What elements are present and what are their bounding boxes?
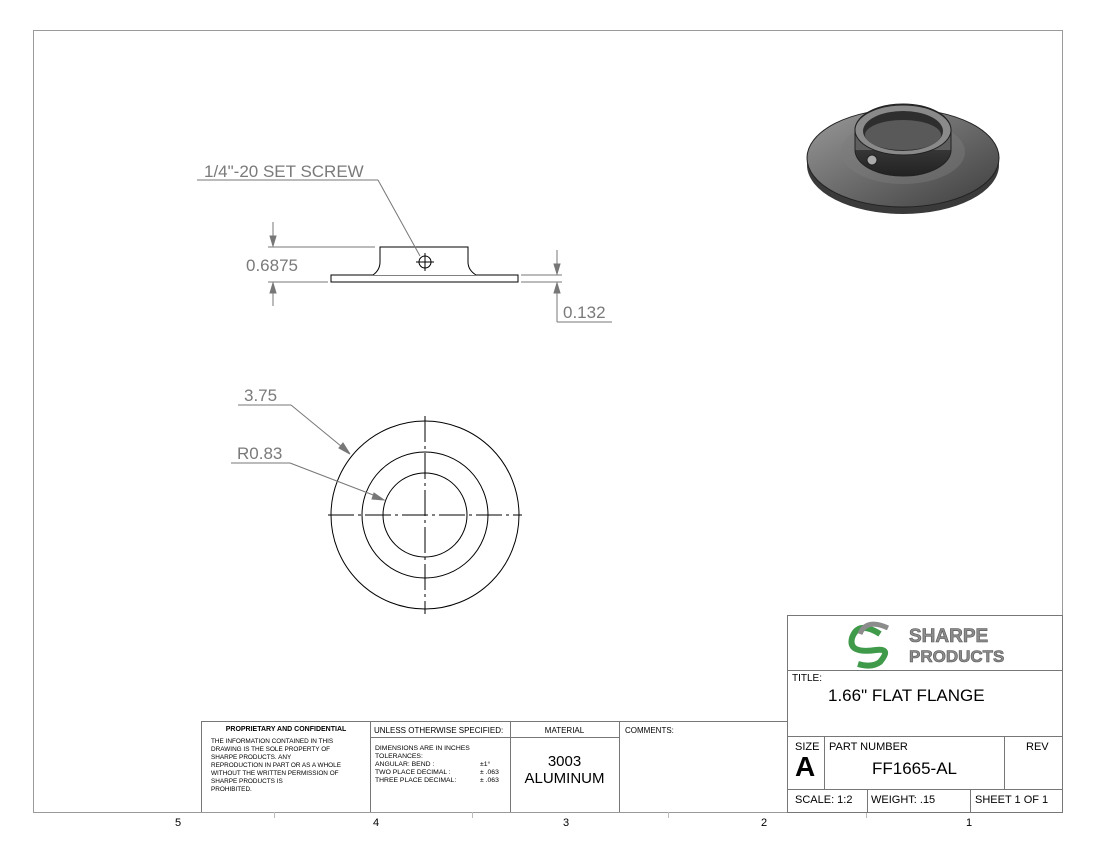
sheet: SHEET 1 OF 1 <box>975 794 1049 806</box>
rev-label: REV <box>1026 741 1049 753</box>
tolerances-line: DIMENSIONS ARE IN INCHES <box>375 745 470 752</box>
logo-line1: SHARPE <box>909 626 989 647</box>
proprietary-line: SHARPE PRODUCTS IS <box>211 778 283 785</box>
proprietary-line: SHARPE PRODUCTS. ANY <box>211 754 292 761</box>
diameter-label: 3.75 <box>244 386 278 405</box>
proprietary-line: WITHOUT THE WRITTEN PERMISSION OF <box>211 770 339 777</box>
weight: WEIGHT: .15 <box>871 794 936 806</box>
proprietary-line: THE INFORMATION CONTAINED IN THIS <box>211 738 334 745</box>
material-line1: 3003 <box>547 753 582 770</box>
proprietary-line: DRAWING IS THE SOLE PROPERTY OF <box>211 746 331 753</box>
three-place-value: ± .063 <box>480 777 499 784</box>
material-line2: ALUMINUM <box>524 770 605 787</box>
size-cell <box>788 737 825 790</box>
scale: SCALE: 1:2 <box>795 794 853 806</box>
three-place-label: THREE PLACE DECIMAL: <box>375 777 457 784</box>
set-screw-leader <box>197 180 420 256</box>
weight-cell <box>868 790 971 812</box>
zone-4: 4 <box>373 817 380 829</box>
radius-label: R0.83 <box>237 444 283 463</box>
size-label: SIZE <box>795 741 820 753</box>
material-block <box>510 721 620 812</box>
tolerances-block <box>370 721 511 812</box>
rev-cell <box>1005 737 1062 790</box>
sheet-cell <box>971 790 1062 812</box>
two-place-value: ± .063 <box>480 769 499 776</box>
proprietary-heading: PROPRIETARY AND CONFIDENTIAL <box>225 726 347 733</box>
thickness-label: 0.132 <box>563 303 606 322</box>
logo-line2: PRODUCTS <box>909 647 1005 666</box>
comments-block <box>619 721 788 812</box>
part-number: FF1665-AL <box>871 759 958 778</box>
title-block <box>787 615 1063 813</box>
angular-value: ±1° <box>480 761 491 768</box>
height-label: 0.6875 <box>246 256 298 275</box>
proprietary-block <box>201 721 371 812</box>
angular-label: ANGULAR: BEND : <box>375 761 435 768</box>
title-label: TITLE: <box>792 673 823 684</box>
proprietary-line: REPRODUCTION IN PART OR AS A WHOLE <box>211 762 341 769</box>
tolerances-line: TOLERANCES: <box>375 753 423 760</box>
part-number-label: PART NUMBER <box>829 741 908 753</box>
material-heading: MATERIAL <box>544 726 585 735</box>
zone-1: 1 <box>966 817 973 829</box>
title-area <box>788 671 1062 737</box>
two-place-label: TWO PLACE DECIMAL : <box>375 769 451 776</box>
part-number-cell <box>825 737 1005 790</box>
isometric-view <box>807 104 999 214</box>
drawing-title: 1.66" FLAT FLANGE <box>828 686 985 705</box>
zone-5: 5 <box>175 817 182 829</box>
comments-heading: COMMENTS: <box>625 726 674 735</box>
logo-area <box>788 616 1062 671</box>
set-screw-label: 1/4"-20 SET SCREW <box>204 162 364 181</box>
side-view <box>331 247 518 282</box>
zone-3: 3 <box>563 817 570 829</box>
tolerances-heading: UNLESS OTHERWISE SPECIFIED: <box>374 726 504 735</box>
top-view <box>328 416 522 614</box>
scale-cell <box>788 790 868 812</box>
size-value: A <box>795 751 816 782</box>
sharpe-logo <box>788 616 1062 671</box>
proprietary-line: PROHIBITED. <box>211 786 252 793</box>
zone-2: 2 <box>761 817 768 829</box>
radius-leader <box>231 463 384 500</box>
